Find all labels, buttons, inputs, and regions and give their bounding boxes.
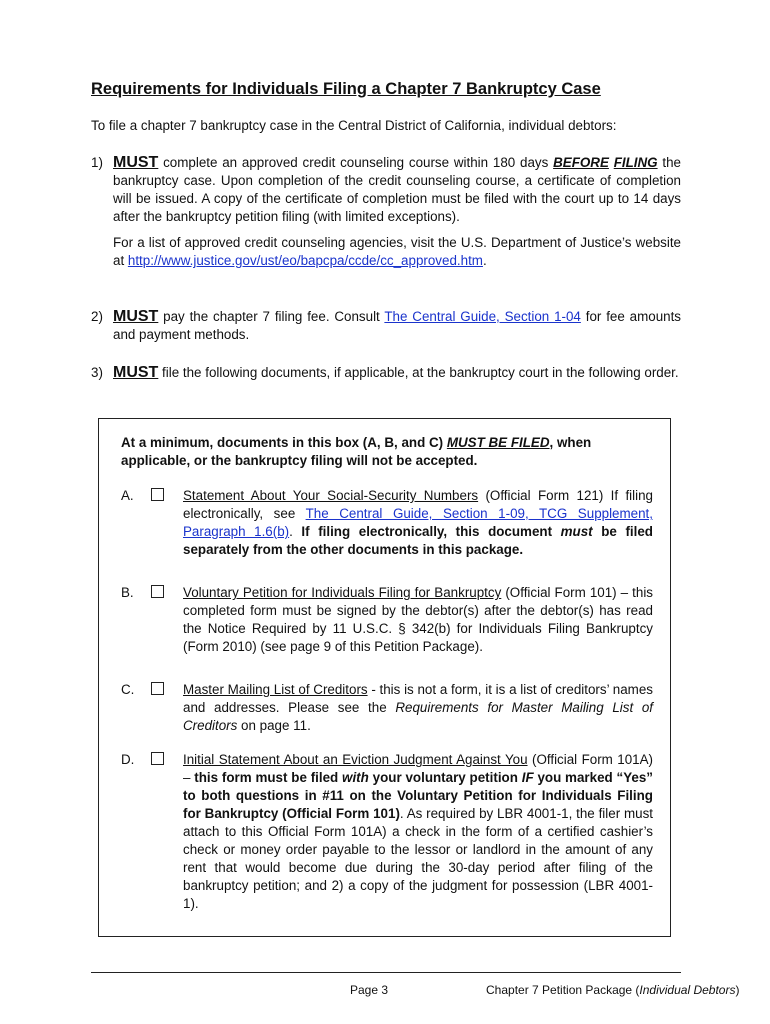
item-letter: C. [121, 682, 135, 697]
page-title: Requirements for Individuals Filing a Chapter 7 Bankruptcy Case [91, 80, 601, 98]
item-italic: Requirements for Master Mailing List of Creditors [183, 700, 653, 733]
item-text: (Official Form 121) If filing electronically, see [183, 488, 653, 521]
requirement-number: 2) [91, 309, 103, 324]
item-letter: B. [121, 585, 134, 600]
item-bold: If filing electronically, this document [301, 524, 561, 539]
box-heading-text-2: , when applicable, or the bankruptcy filing will not be accepted. [121, 435, 592, 468]
item-title: Initial Statement About an Eviction Judgment Against You [183, 752, 528, 767]
checkbox-c[interactable] [151, 682, 164, 695]
footer-title-italic: Individual Debtors [639, 983, 736, 997]
footer-title-text: Chapter 7 Petition Package ( [486, 983, 640, 997]
requirement-number: 1) [91, 155, 103, 170]
central-guide-1-04-link[interactable]: The Central Guide, Section 1-04 [384, 309, 581, 324]
item-bold-2: your voluntary petition [368, 770, 522, 785]
req3-text: file the following documents, if applicable, at the bankruptcy court in the following order. [158, 365, 679, 380]
box-heading-text: At a minimum, documents in this box (A, B, and C) [121, 435, 447, 450]
checkbox-a[interactable] [151, 488, 164, 501]
item-title: Statement About Your Social-Security Numbers [183, 488, 479, 503]
footer-divider [91, 972, 681, 973]
req2-text-2: for fee amounts and payment methods. [113, 309, 681, 342]
item-text-2: . As required by LBR 4001-1, the filer must attach to this Official Form 101A) a check in the form of a certified cashier’s check or money order payable to the lessor or landlord in the amount of any rent that would become due during the 30-day period after filing of the bankruptcy petition; and 2) a copy of the judgment for possession (LBR 4001-1). [183, 806, 653, 911]
before-label: BEFORE [553, 155, 609, 170]
footer-title-end: ) [735, 983, 740, 997]
counseling-agencies-note [113, 234, 681, 270]
requirement-2 [91, 308, 681, 344]
must-label: MUST [113, 154, 159, 171]
item-title: Master Mailing List of Creditors [183, 682, 368, 697]
doj-agencies-link[interactable]: http://www.justice.gov/ust/eo/bapcpa/ccde/cc_approved.htm [127, 253, 483, 268]
item-bold-italic: with [342, 770, 369, 785]
note-text: For a list of approved credit counseling agencies, visit the U.S. Department of Justice’s website at [113, 235, 681, 268]
req2-text: pay the chapter 7 filing fee. Consult [158, 309, 385, 324]
checkbox-b[interactable] [151, 585, 164, 598]
box-heading [121, 434, 651, 470]
note-end: . [482, 253, 487, 268]
must-be-filed-label: MUST BE FILED [446, 435, 550, 450]
document-item-a [121, 487, 653, 559]
item-letter: D. [121, 752, 135, 767]
item-text: (Official Form 101) – this completed form must be signed by the debtor(s) after the debtor(s) has read the Notice Required by 11 U.S.C. § 342(b) for Individuals Filing Bankruptcy (Form 2010) (see page 9 of this Petition Package). [183, 585, 653, 654]
item-text: (Official Form 101A) – [183, 752, 653, 785]
item-text-2: . [289, 524, 302, 539]
item-bold: this form must be filed [194, 770, 343, 785]
page-number: Page 3 [350, 983, 389, 997]
central-guide-1-09-link[interactable]: The Central Guide, Section 1-09, TCG Supplement, Paragraph 1.6(b) [183, 506, 653, 539]
checkbox-d[interactable] [151, 752, 164, 765]
intro-text: To file a chapter 7 bankruptcy case in the Central District of California, individual debtors: [91, 118, 617, 133]
req1-text: complete an approved credit counseling course within 180 days [158, 155, 554, 170]
item-title: Voluntary Petition for Individuals Filing for Bankruptcy [183, 585, 502, 600]
item-bold-italic: must [560, 524, 593, 539]
footer-title [486, 983, 739, 997]
requirement-1 [91, 154, 681, 270]
must-label: MUST [113, 364, 159, 381]
item-bold-italic-2: IF [521, 770, 534, 785]
item-letter: A. [121, 488, 134, 503]
filing-label: FILING [613, 155, 658, 170]
item-text: - this is not a form, it is a list of creditors’ names and addresses. Please see the [183, 682, 653, 715]
required-documents-box [98, 418, 671, 937]
must-label: MUST [113, 308, 159, 325]
item-bold-2: be filed separately from the other documents in this package. [183, 524, 653, 557]
document-item-c [121, 681, 653, 735]
document-item-d [121, 751, 653, 913]
document-item-b [121, 584, 653, 656]
item-bold-3: you marked “Yes” to both questions in #11 on the Voluntary Petition for Individuals Filing for Bankruptcy (Official Form 101) [183, 770, 653, 821]
requirement-number: 3) [91, 365, 103, 380]
item-text-2: on page 11. [237, 718, 311, 733]
requirement-3 [91, 364, 681, 382]
req1-text-2: the bankruptcy case. Upon completion of the credit counseling course, a certificate of completion will be issued. A copy of the certificate of completion must be filed with the court up to 14 days after the bankruptcy petition filing (with limited exceptions). [113, 155, 681, 224]
